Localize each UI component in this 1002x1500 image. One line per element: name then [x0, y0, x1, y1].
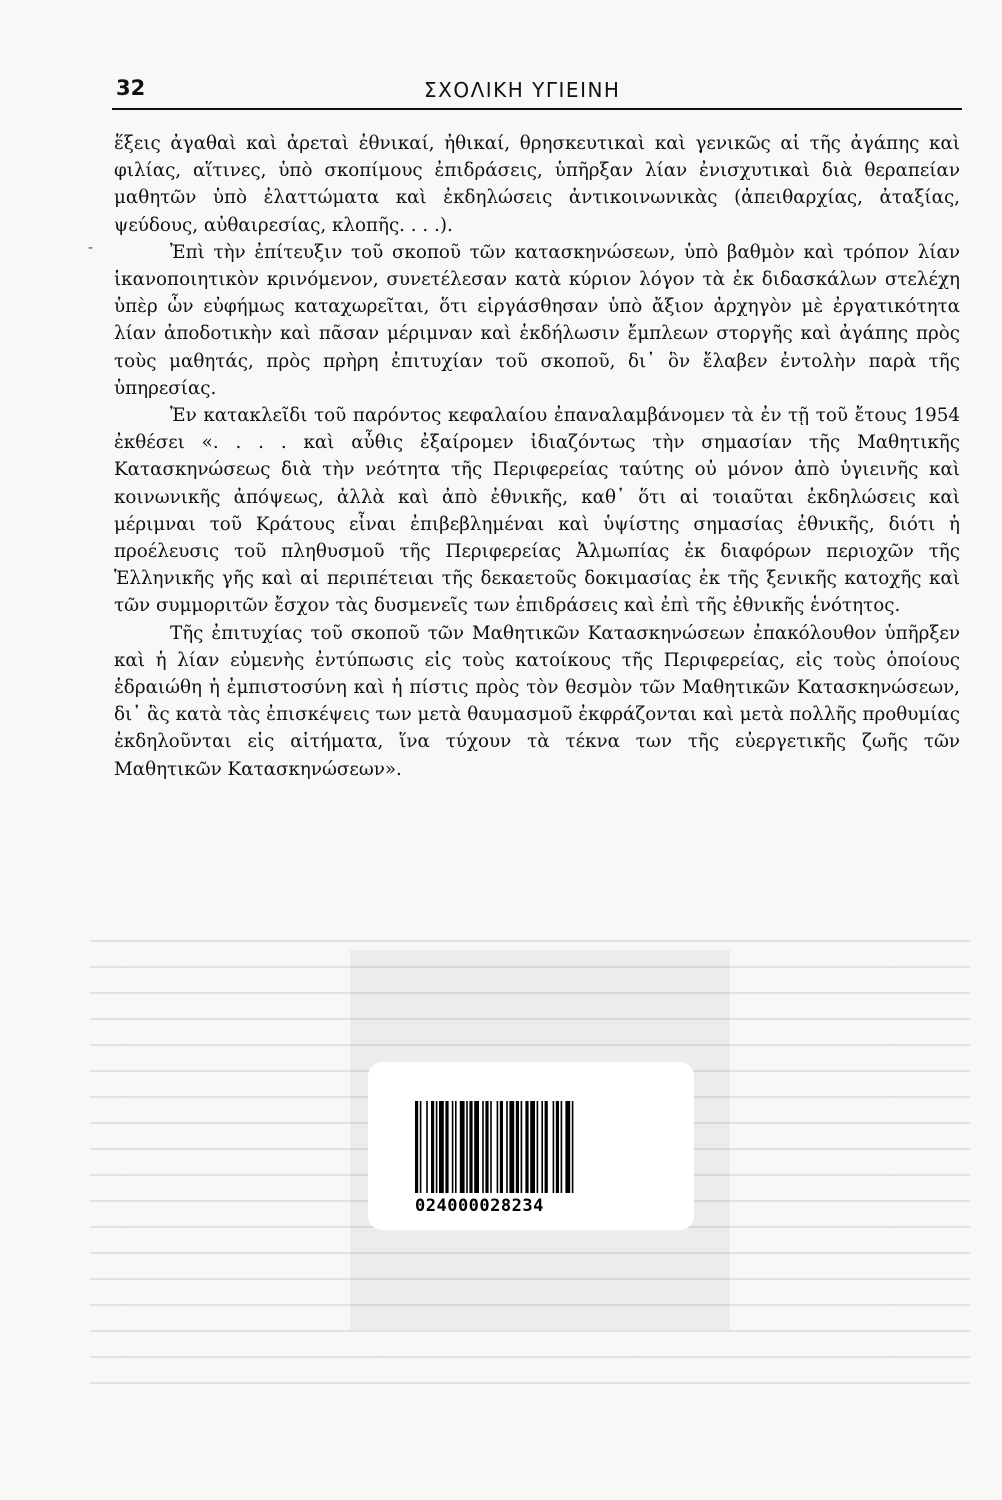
barcode-bar [469, 1101, 472, 1193]
barcode-bar [474, 1101, 479, 1193]
barcode-bar [460, 1101, 465, 1193]
barcode-bar [561, 1101, 563, 1193]
barcode-bar [556, 1101, 559, 1193]
barcode-bar [431, 1101, 434, 1193]
header-rule [112, 108, 962, 110]
barcode-bar [530, 1101, 535, 1193]
paragraph-3: Ἐν κατακλεῖδι τοῦ παρόντος κεφαλαίου ἐπαναλαμβάνομεν τὰ ἐν τῇ τοῦ ἔτους 1954 ἐκθέσει «. . . . καὶ αὖθις ἐξαίρομεν ἰδιαζόντως τὴν σημασίαν τῆς Μαθητικῆς Κατασκηνώσεως διὰ τὴν νεότητα τῆς Περιφερείας ταύτης οὐ μόνον ἀπὸ ὑγιεινῆς καὶ κοινωνικῆς ἀπόψεως, ἀλλὰ καὶ ἀπὸ ἐθνικῆς, καθ᾽ ὅτι αἱ τοιαῦται ἐκδηλώσεις καὶ μέριμναι τοῦ Κράτους εἶναι ἐπιβεβλημέναι καὶ ὑψίστης σημασίας ἐθνικῆς, διότι ἡ προέλευσις τοῦ πληθυσμοῦ τῆς Περιφερείας Ἀλμωπίας ἐκ διαφόρων περιοχῶν τῆς Ἑλληνικῆς γῆς καὶ αἱ περιπέτειαι τῆς δεκαετοῦς δοκιμασίας ἐκ τῆς ξενικῆς κατοχῆς καὶ τῶν συμμοριτῶν ἔσχον τὰς δυσμενεῖς των ἐπιδράσεις καὶ ἐπὶ τῆς ἐθνικῆς ἑνότητος. [114, 405, 960, 617]
barcode-bar [525, 1101, 528, 1193]
barcode-bar [541, 1101, 543, 1193]
barcode-bar [436, 1101, 438, 1193]
barcode-bar [500, 1101, 503, 1193]
barcode-bar [490, 1101, 492, 1193]
barcode-bar [553, 1101, 555, 1193]
barcode-bar [439, 1101, 444, 1193]
barcode-bar [521, 1101, 523, 1193]
paragraph-4: Τῆς ἐπιτυχίας τοῦ σκοποῦ τῶν Μαθητικῶν Κατασκηνώσεων ἐπακόλουθον ὑπῆρξεν καὶ ἡ λίαν εὐμενὴς ἐντύπωσις εἰς τοὺς κατοίκους τῆς Περιφερείας, εἰς τοὺς ὁποίους ἑδραιώθη ἡ ἐμπιστοσύνη καὶ ἡ πίστις πρὸς τὸν θεσμὸν τῶν Μαθητικῶν Κατασκηνώσεων, δι᾽ ἃς κατὰ τὰς ἐπισκέψεις των μετὰ θαυμασμοῦ ἐκφράζονται καὶ μετὰ πολλῆς προθυμίας ἐκδηλοῦνται εἰς αἰτήματα, ἵνα τύχουν τὰ τέκνα των τῆς εὐεργετικῆς ζωῆς τῶν Μαθητικῶν Κατασκηνώσεων». [114, 622, 960, 780]
page-header [112, 70, 962, 106]
barcode-bar [565, 1101, 570, 1193]
barcode-sticker [368, 1062, 694, 1230]
barcode-bar [537, 1101, 539, 1193]
barcode-bar [485, 1101, 488, 1193]
barcode-bar [509, 1101, 514, 1193]
paragraph-2: Ἐπὶ τὴν ἐπίτευξιν τοῦ σκοποῦ τῶν κατασκηνώσεων, ὑπὸ βαθμὸν καὶ τρόπον λίαν ἱκανοποιητικὸν κρινόμενον, συνετέλεσαν κατὰ κύριον λόγον τὰ ἐκ διδασκάλων στελέχη ὑπὲρ ὧν εὐφήμως καταχωρεῖται, ὅτι εἰργάσθησαν ὑπὸ ἄξιον ἀρχηγὸν μὲ ἐργατικότητα λίαν ἀποδοτικὴν καὶ πᾶσαν μέριμναν καὶ ἐκδήλωσιν ἔμπλεων στοργῆς καὶ ἀγάπης πρὸς τοὺς μαθητάς, πρὸς πρὴρη ἐπιτυχίαν τοῦ σκοποῦ, δι᾽ ὃν ἔλαβεν ἐντολὴν παρὰ τῆς ὑπηρεσίας. [114, 241, 960, 399]
barcode-bar [466, 1101, 468, 1193]
barcode-bars [413, 1101, 653, 1193]
margin-dash-mark: - [88, 240, 94, 256]
barcode-bar [420, 1101, 422, 1193]
barcode-number: 024000028234 [415, 1196, 544, 1216]
barcode-bar [445, 1101, 448, 1193]
barcode-bar [426, 1101, 428, 1193]
barcode-bar [455, 1101, 457, 1193]
barcode-bar [572, 1101, 574, 1193]
barcode-bar [415, 1101, 418, 1193]
barcode-bar [482, 1101, 484, 1193]
body-text [114, 130, 960, 783]
page-number: 32 [116, 76, 146, 100]
barcode-bar [516, 1101, 519, 1193]
barcode-bar [497, 1101, 499, 1193]
barcode-bar [452, 1101, 454, 1193]
running-title: ΣΧΟΛΙΚΗ ΥΓΙΕΙΝΗ [424, 78, 621, 102]
barcode-bar [506, 1101, 508, 1193]
paragraph-1: ἕξεις ἀγαθαὶ καὶ ἀρεταὶ ἐθνικαί, ἠθικαί, θρησκευτικαὶ καὶ γενικῶς αἱ τῆς ἀγάπης καὶ φιλίας, αἵτινες, ὑπὸ σκοπίμους ἐπιδράσεις, ὑπῆρξαν λίαν ἐνισχυτικαὶ διὰ θεραπείαν μαθητῶν ὑπὸ ἐλαττώματα καὶ ἐκδηλώσεις ἀντικοινωνικὰς (ἀπειθαρχίας, ἀταξίας, ψεύδους, αὐθαιρεσίας, κλοπῆς. . . .). [114, 133, 960, 236]
barcode-bar [545, 1101, 548, 1193]
